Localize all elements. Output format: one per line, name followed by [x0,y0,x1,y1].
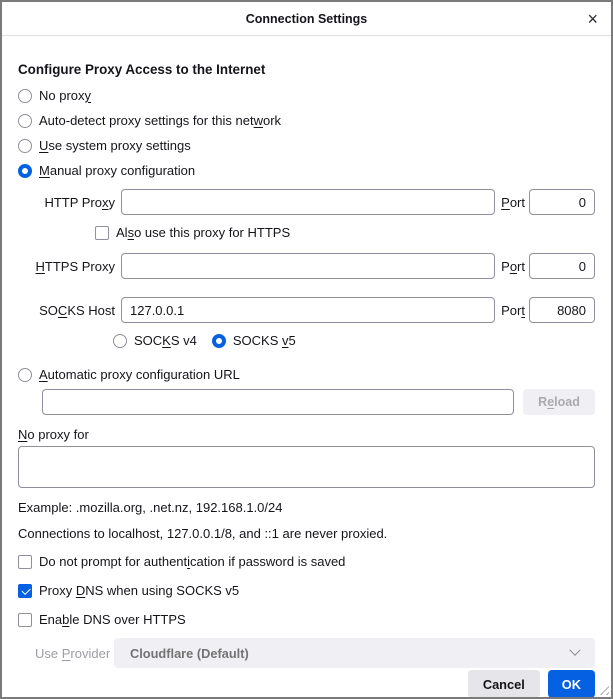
radio-row-no-proxy[interactable] [18,83,595,108]
radio-row-use-system[interactable] [18,133,595,158]
provider-select[interactable] [114,638,595,668]
enable-doh-row[interactable] [18,611,595,628]
localhost-note: Connections to localhost, 127.0.0.1/8, and ::1 are never proxied. [18,526,388,541]
reload-button[interactable]: Reload [523,389,595,415]
http-port-label: Port [501,194,525,210]
checkbox-also-https[interactable] [95,226,109,240]
no-proxy-for-textarea[interactable] [18,446,595,488]
dialog-footer [18,670,595,698]
radio-socks-v5[interactable] [212,334,226,348]
http-proxy-label: HTTP Proxy [44,194,115,210]
socks-port-label: Port [501,302,525,318]
radio-no-proxy[interactable] [18,89,32,103]
radio-label-manual: Manual proxy configuration [39,163,196,178]
dialog-content [2,36,611,698]
radio-auto-url[interactable] [18,368,32,382]
radio-row-manual[interactable] [18,158,595,183]
use-provider-label: Use Provider [35,645,111,661]
checkbox-no-prompt-auth[interactable] [18,555,32,569]
also-https-label: Also use this proxy for HTTPS [116,225,291,240]
https-proxy-row [18,253,595,279]
close-icon[interactable]: × [587,8,598,29]
radio-manual[interactable] [18,164,32,178]
no-prompt-auth-row[interactable] [18,553,595,570]
proxy-dns-label: Proxy DNS when using SOCKS v5 [39,583,240,598]
example-hint: Example: .mozilla.org, .net.nz, 192.168.1.0/24 [18,500,283,515]
also-https-row[interactable] [95,224,595,241]
enable-doh-label: Enable DNS over HTTPS [39,612,186,627]
auto-url-input[interactable] [42,389,514,415]
proxy-dns-row[interactable] [18,582,595,599]
provider-row [18,638,595,668]
proxy-mode-group [18,83,595,183]
http-port-input[interactable] [529,189,595,215]
radio-label-socks-v5[interactable]: SOCKS v5 [232,333,296,348]
radio-socks-v4[interactable] [113,334,127,348]
socks-port-input[interactable] [529,297,595,323]
radio-row-auto-detect[interactable] [18,108,595,133]
socks-version-row [113,332,595,349]
ok-button[interactable]: OK [548,670,595,698]
page-title: Configure Proxy Access to the Internet [18,62,266,77]
https-proxy-label: HTTPS Proxy [35,258,115,274]
no-prompt-auth-label: Do not prompt for authentication if password is saved [39,554,346,569]
https-port-label: Port [501,258,525,274]
provider-select-value: Cloudflare (Default) [130,645,249,661]
radio-label-no-proxy: No proxy [39,88,92,103]
socks-host-row [18,297,595,323]
cancel-button[interactable]: Cancel [468,670,540,698]
dialog-titlebar [2,2,611,36]
checkbox-proxy-dns[interactable] [18,584,32,598]
auto-url-row [18,389,595,415]
radio-row-auto-url[interactable] [18,362,595,387]
radio-use-system[interactable] [18,139,32,153]
https-port-input[interactable] [529,253,595,279]
chevron-down-icon [569,645,580,656]
dialog-title: Connection Settings [245,11,368,26]
radio-auto-detect[interactable] [18,114,32,128]
no-proxy-for-label: No proxy for [18,427,89,442]
checkbox-enable-doh[interactable] [18,613,32,627]
socks-host-input[interactable] [121,297,495,323]
http-proxy-row [18,189,595,215]
https-proxy-input[interactable] [121,253,495,279]
radio-label-auto-detect: Auto-detect proxy settings for this network [39,113,282,128]
radio-label-auto-url: Automatic proxy configuration URL [39,367,240,382]
radio-label-socks-v4[interactable]: SOCKS v4 [134,333,197,348]
socks-host-label: SOCKS Host [39,302,115,318]
radio-label-use-system: Use system proxy settings [39,138,191,153]
http-proxy-input[interactable] [121,189,495,215]
